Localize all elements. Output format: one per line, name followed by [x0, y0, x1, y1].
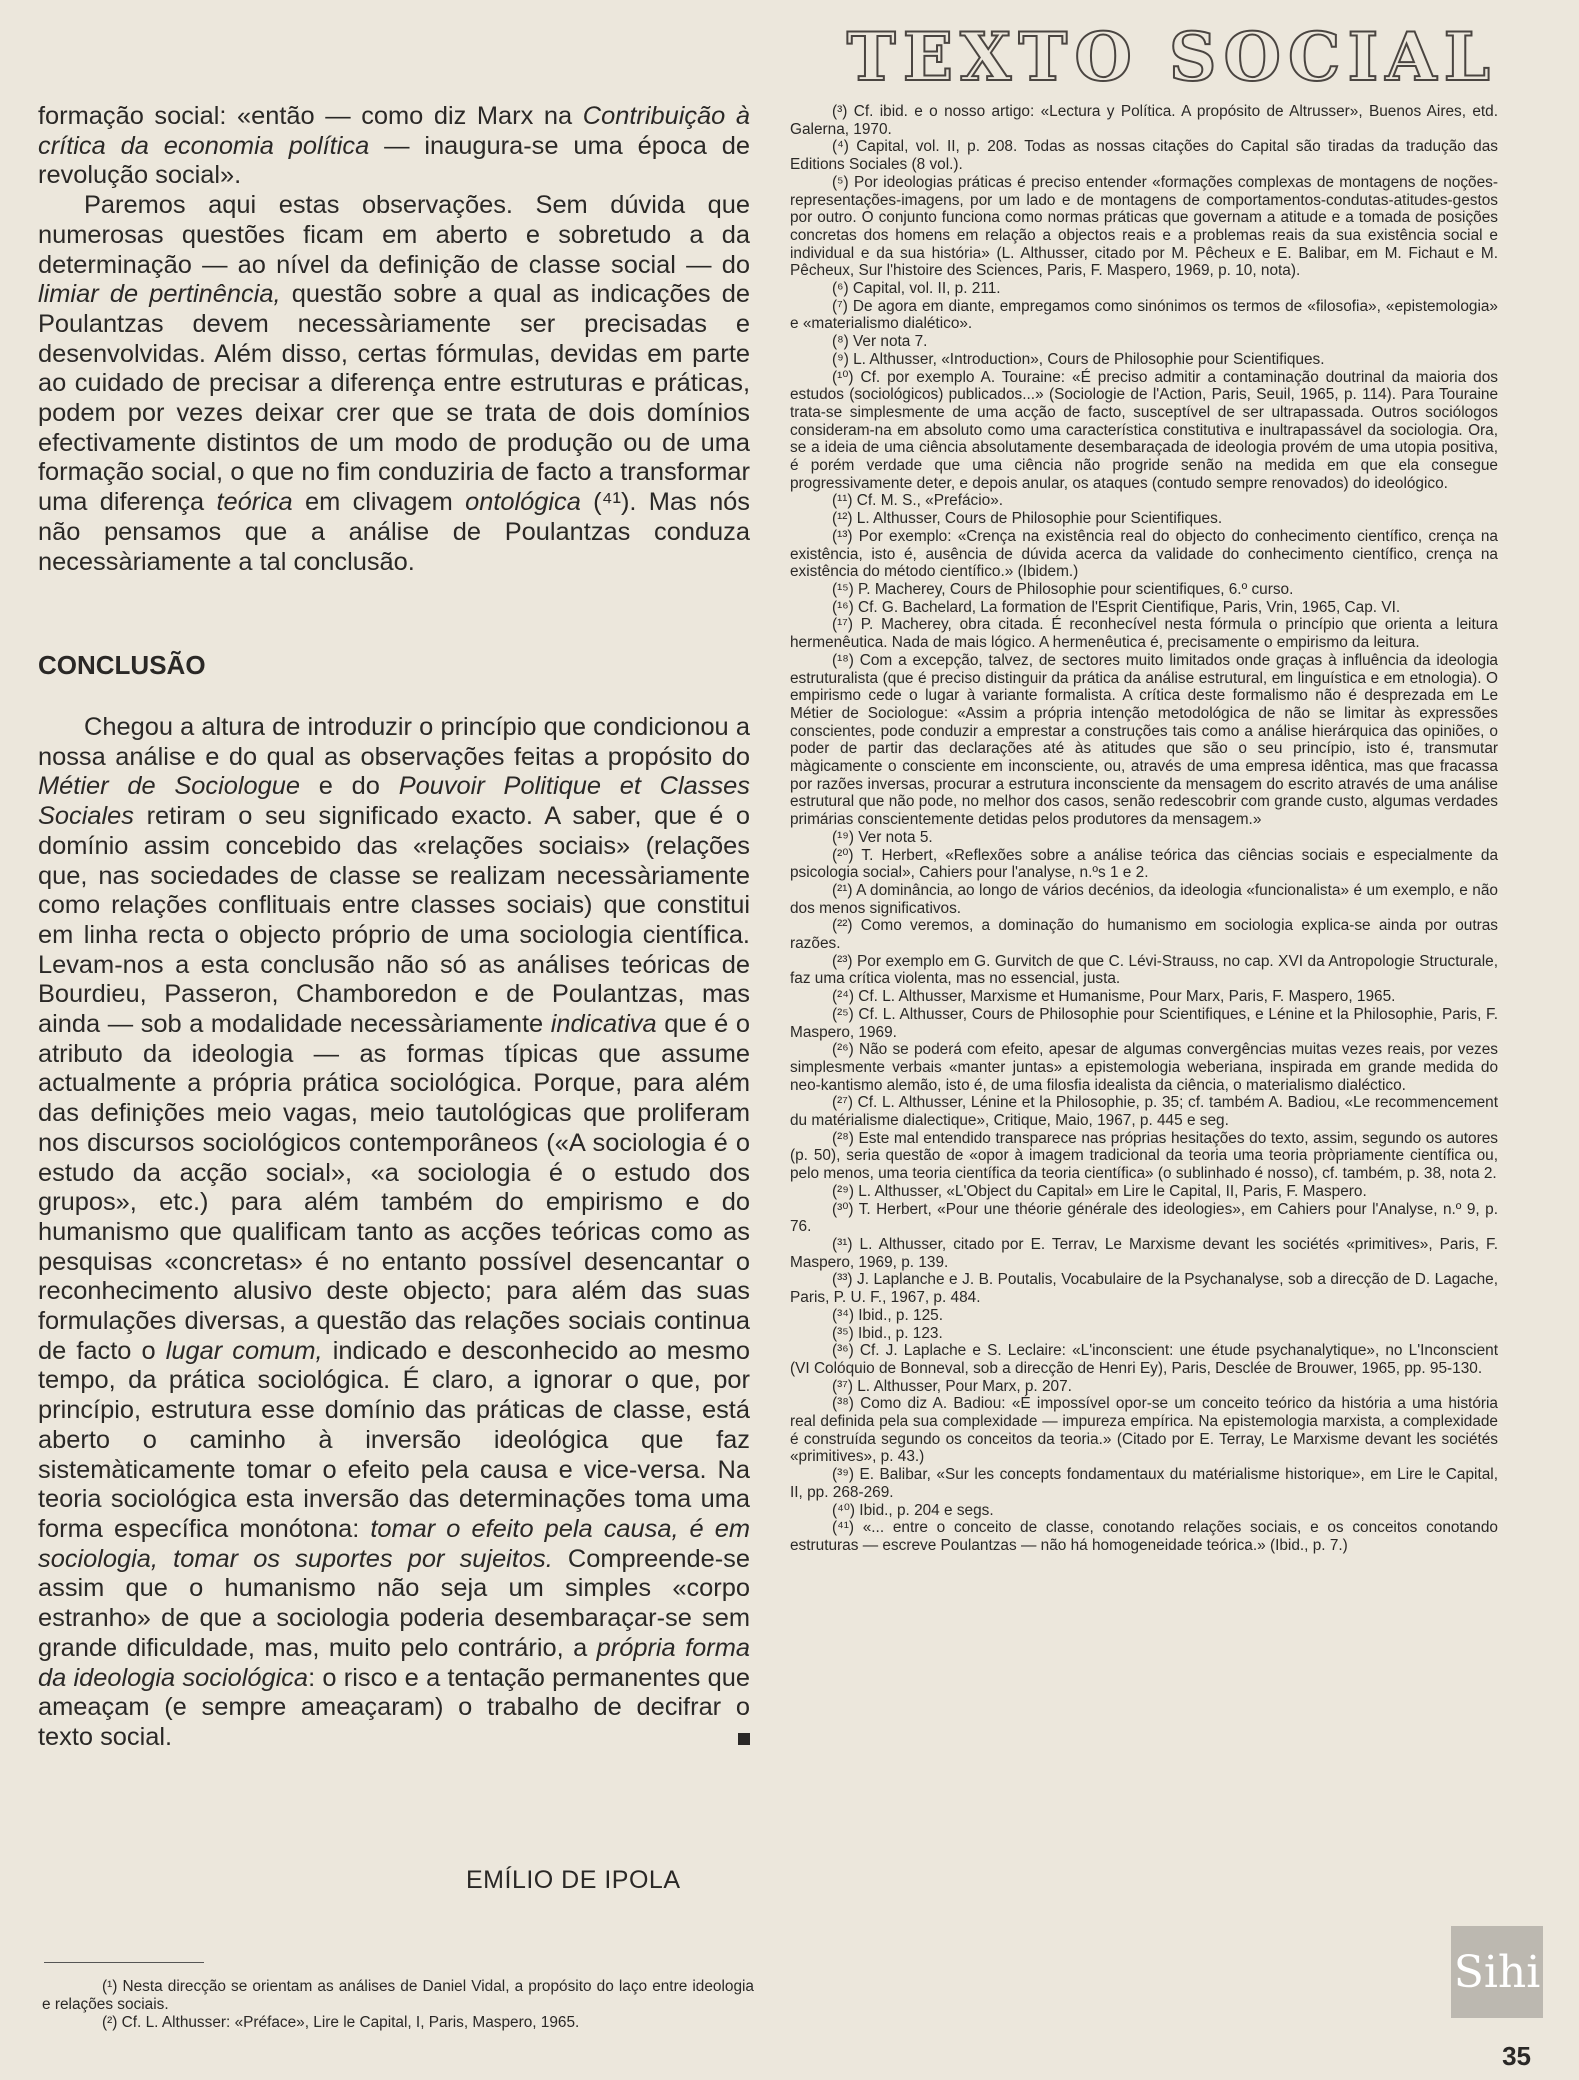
endnote: (²⁹) L. Althusser, «L'Object du Capital» em Lire le Capital, II, Paris, F. Maspero. [832, 1182, 1367, 1200]
footnote-2: (²) Cf. L. Althusser: «Préface», Lire le Capital, I, Paris, Maspero, 1965. [102, 2014, 580, 2031]
author-name: EMÍLIO DE IPOLA [466, 1866, 681, 1894]
footnote-1: (¹) Nesta direcção se orientam as análises de Daniel Vidal, a propósito do laço entre ideologia e relações sociais. [42, 1978, 754, 2013]
endnote: (⁴⁰) Ibid., p. 204 e segs. [832, 1501, 994, 1519]
endnote: (⁵) Por ideologias práticas é preciso entender «formações complexas de montagens de noções-representações-imagens, por um lado e de montagens de comportamentos-condutas-atitudes-gestos por outro. O conjunto funciona como normas práticas que governam a atitude e a tomada de posições concretas dos homens em relação a objectos reais e a problemas reais da sua existência social e individual e da sua história» (L. Althusser, citado por M. Pêcheux e E. Balibar, em M. Fichaut e M. Pêcheux, Sur l'histoire des Sciences, Paris, F. Maspero, 1969, p. 10, nota). [790, 173, 1498, 280]
endnote: (⁹) L. Althusser, «Introduction», Cours de Philosophie pour Scientifiques. [832, 350, 1325, 368]
conclusion-text [38, 713, 750, 1753]
endnote: (³⁸) Como diz A. Badiou: «É impossível opor-se um conceito teórico da história a uma história real definida pela sua complexidade — impureza empírica. Na epistemologia marxista, a complexidade é construída segundo os conceitos da teoria.» (Citado por E. Terray, Le Marxisme devant les sociétés «primitives», p. 43.) [790, 1395, 1498, 1466]
endnote: (¹²) L. Althusser, Cours de Philosophie pour Scientifiques. [832, 510, 1223, 528]
endnote: (³⁰) T. Herbert, «Pour une théorie générale des ideologies», em Cahiers pour l'Analyse, n.º 9, p. 76. [790, 1200, 1498, 1236]
endnote: (²¹) A dominância, ao longo de vários decénios, da ideologia «funcionalista» é um exemplo, e não dos menos significativos. [790, 881, 1498, 917]
endnote: (²²) Como veremos, a dominação do humanismo em sociologia explica-se ainda por outras razões. [790, 917, 1498, 953]
footnote-divider [44, 1962, 204, 1963]
endnote: (¹⁶) Cf. G. Bachelard, La formation de l'Esprit Cientifique, Paris, Vrin, 1965, Cap. VI. [832, 598, 1401, 616]
endnote: (¹⁹) Ver nota 5. [832, 828, 933, 846]
right-column-notes [790, 103, 1498, 1555]
endnote: (³³) J. Laplanche e J. B. Poutalis, Vocabulaire de la Psychanalyse, sob a direcção de D. Lagache, Paris, P. U. F., 1967, p. 484. [790, 1271, 1498, 1307]
paragraph-3: Chegou a altura de introduzir o princípio que condicionou a nossa análise e do qual as observações feitas a propósito do Métier de Sociologue e do Pouvoir Politique et Classes Sociales retiram o seu significado exacto. A saber, que é o domínio assim concebido das «relações sociais» (relações que, nas sociedades de classe se realizam necessàriamente como relações conflituais entre classes sociais) que constitui em linha recta o objecto próprio de uma sociologia científica. Levam-nos a esta conclusão não só as análises teóricas de Bourdieu, Passeron, Chamboredon e de Poulantzas, mas ainda — sob a modalidade necessàriamente indicativa que é o atributo da ideologia — as formas típicas que assume actualmente a própria prática sociológica. Porque, para além das definições meio vagas, meio tautológicas que proliferam nos discursos sociológicos contemporâneos («A sociologia é o estudo da acção social», «a sociologia é o estudo dos grupos», etc.) para além também do empirismo e do humanismo que qualificam tanto as acções teóricas como as pesquisas «concretas» é no entanto possível desencantar o reconhecimento alusivo deste objecto; para além das suas formulações diversas, a questão das relações sociais continua de facto o lugar comum, indicado e desconhecido ao mesmo tempo, da prática sociológica. É claro, a ignorar o que, por princípio, estrutura esse domínio das práticas de classe, está aberto o caminho à inversão ideológica que faz sistemàticamente tomar o efeito pela causa e vice-versa. Na teoria sociológica esta inversão das determinações toma uma forma específica monótona: tomar o efeito pela causa, é em sociologia, tomar os suportes por sujeitos. Compreende-se assim que o humanismo não seja um simples «corpo estranho» de que a sociologia poderia desembaraçar-se sem grande dificuldade, mas, muito pelo contrário, a própria forma da ideologia sociológica: o risco e a tentação permanentes que ameaçam (e sempre ameaçaram) o trabalho de decifrar o texto social. [38, 713, 750, 1751]
endnote: (³⁶) Cf. J. Laplache e S. Leclaire: «L'inconscient: une étude psychanalytique», no L'Inconscient (VI Colóquio de Bonneval, sob a direcção de Henri Ey), Paris, Desclée de Brouwer, 1965, pp. 95-130. [790, 1342, 1498, 1377]
publisher-logo: Sihi [1451, 1926, 1543, 2018]
endnote: (¹⁸) Com a excepção, talvez, de sectores muito limitados onde graças à influência da ideologia estruturalista (que é preciso distinguir da prática da análise estrutural, em linguística e em etnologia). O empirismo cede o lugar à variante formalista. A crítica deste formalismo não é desprezada em Le Métier de Sociologue: «Assim a própria intenção metodológica de não se limitar às expressões conscientes, pode conduzir a emprestar a construções tais como a análise hierárquica das opiniões, o poder de partir das declarações até às atitudes que são o seu princípio, isto é, transmutar màgicamente o consciente em inconsciente, ou, através de uma empresa idêntica, mas que fracassa por razões inversas, procurar a estrutura inconsciente da mensagem do escrito através de uma análise estrutural que não pode, no melhor dos casos, senão redescobrir com grande custo, algumas verdades primárias conscientemente detidas pelos produtores da mensagem.» [790, 651, 1498, 829]
endnote: (⁷) De agora em diante, empregamos como sinónimos os termos de «filosofia», «epistemologia» e «materialismo dialético». [790, 297, 1498, 333]
endnote: (⁸) Ver nota 7. [832, 333, 928, 351]
endnote: (⁶) Capital, vol. II, p. 211. [832, 280, 1001, 298]
endnote: (³¹) L. Althusser, citado por E. Terrav, Le Marxisme devant les sociétés «primitives», Paris, F. Maspero, 1969, p. 139. [790, 1236, 1498, 1271]
endnote: (²⁷) Cf. L. Althusser, Lénine et la Philosophie, p. 35; cf. também A. Badiou, «Le recommencement du matérialisme dialectique», Critique, Maio, 1967, p. 445 e seg. [790, 1094, 1498, 1130]
endnote: (²⁸) Este mal entendido transparece nas próprias hesitações do texto, assim, segundo os autores (p. 50), seria questão de «opor à imagem tradicional da teoria uma teoria pròpriamente científica ou, pelo menos, uma teoria científica da teoria científica» (o sublinhado é nosso), cf. também, p. 38, nota 2. [790, 1129, 1498, 1183]
endnote: (¹⁷) P. Macherey, obra citada. É reconhecível nesta fórmula o princípio que orienta a leitura hermenêutica. Nada de mais lógico. A hermenêutica é, precisamente o empirismo da leitura. [790, 616, 1498, 652]
masthead-title: TEXTO SOCIAL [846, 18, 1497, 96]
endnote: (³⁷) L. Althusser, Pour Marx, p. 207. [832, 1377, 1072, 1395]
endnote: (¹⁵) P. Macherey, Cours de Philosophie pour scientifiques, 6.º curso. [832, 580, 1294, 598]
paragraph-2: Paremos aqui estas observações. Sem dúvida que numerosas questões ficam em aberto e sobretudo a da determinação — ao nível da definição de classe social — do limiar de pertinência, questão sobre a qual as indicações de Poulantzas devem necessàriamente ser precisadas e desenvolvidas. Além disso, certas fórmulas, devidas em parte ao cuidado de precisar a diferença entre estruturas e práticas, podem por vezes deixar crer que se trata de dois domínios efectivamente distintos de um modo de produção ou de uma formação social, o que no fim conduziria de facto a transformar uma diferença teórica em clivagem ontológica (⁴¹). Mas nós não pensamos que a análise de Poulantzas conduza necessàriamente a tal conclusão. [38, 191, 751, 576]
endnote: (¹¹) Cf. M. S., «Prefácio». [832, 492, 1004, 510]
endnote: (³⁵) Ibid., p. 123. [832, 1324, 943, 1342]
left-column-text [38, 102, 750, 577]
endnote: (⁴¹) «... entre o conceito de classe, conotando relações sociais, e os conceitos conotando estruturas — escreve Poulantzas — não há homogeneidade teórica.» (Ibid., p. 7.) [790, 1519, 1498, 1554]
endnote: (⁴) Capital, vol. II, p. 208. Todas as nossas citações do Capital são tiradas da tradução das Editions Sociales (8 vol.). [790, 138, 1498, 174]
endnote: (²⁰) T. Herbert, «Reflexões sobre a análise teórica das ciências sociais e especialmente da psicologia social», Cahiers pour l'analyse, n.ºs 1 e 2. [790, 846, 1498, 882]
paragraph-1: formação social: «então — como diz Marx na Contribuição à crítica da economia política — inaugura-se uma época de revolução social». [38, 102, 750, 190]
endnote: (³⁴) Ibid., p. 125. [832, 1306, 943, 1324]
endnote: (²⁵) Cf. L. Althusser, Cours de Philosophie pour Scientifiques, e Lénine et la Philosophie, Paris, F. Maspero, 1969. [790, 1005, 1498, 1041]
section-heading-conclusao: CONCLUSÃO [38, 650, 206, 680]
endnote: (¹⁰) Cf. por exemplo A. Touraine: «É preciso admitir a contaminação doutrinal da maioria dos estudos (sociológicos) publicados...» (Sociologie de l'Action, Paris, Seuil, 1965, p. 114). Para Touraine trata-se simplesmente de uma acção de facto, susceptível de ser ultrapassada. Outros sociólogos consideram-na em absoluto como uma característica constitutiva e inultrapassável da sociologia. Ora, se a ideia de uma ciência absolutamente desembaraçada de ideologia provém de uma utopia positiva, é porém verdade que uma ciência não progride senão na medida em que ela consegue progressivamente deter, e depois anular, os ataques (contudo sempre renovados) do ideológico. [790, 368, 1498, 492]
endnote: (³) Cf. ibid. e o nosso artigo: «Lectura y Política. A propósito de Altrusser», Buenos Aires, etd. Galerna, 1970. [790, 103, 1498, 138]
left-footnotes [42, 1978, 754, 2032]
endnote: (²⁴) Cf. L. Althusser, Marxisme et Humanisme, Pour Marx, Paris, F. Maspero, 1965. [832, 988, 1396, 1006]
endnote: (²⁶) Não se poderá com efeito, apesar de algumas convergências muitas vezes reais, por vezes simplesmente verbais «manter juntas» a epistemologia weberiana, inspirada em grande medida do neo-kantismo alemão, isto é, de uma filosfia idealista da ciência, o materialismo dialéctico. [790, 1041, 1498, 1094]
endnote: (³⁹) E. Balibar, «Sur les concepts fondamentaux du matérialisme historique», em Lire le Capital, II, pp. 268-269. [790, 1466, 1498, 1501]
endnote: (²³) Por exemplo em G. Gurvitch de que C. Lévi-Strauss, no cap. XVI da Antropologie Structurale, faz uma crítica violenta, mas no essencial, justa. [790, 952, 1498, 988]
end-mark-icon [738, 1733, 750, 1745]
endnote: (¹³) Por exemplo: «Crença na existência real do objecto do conhecimento científico, crença na existência, isto é, ausência de dúvida acerca da validade do conhecimento científico, crença na existência do método científico.» (Ibidem.) [790, 527, 1498, 581]
page-number: 35 [1502, 2041, 1531, 2071]
